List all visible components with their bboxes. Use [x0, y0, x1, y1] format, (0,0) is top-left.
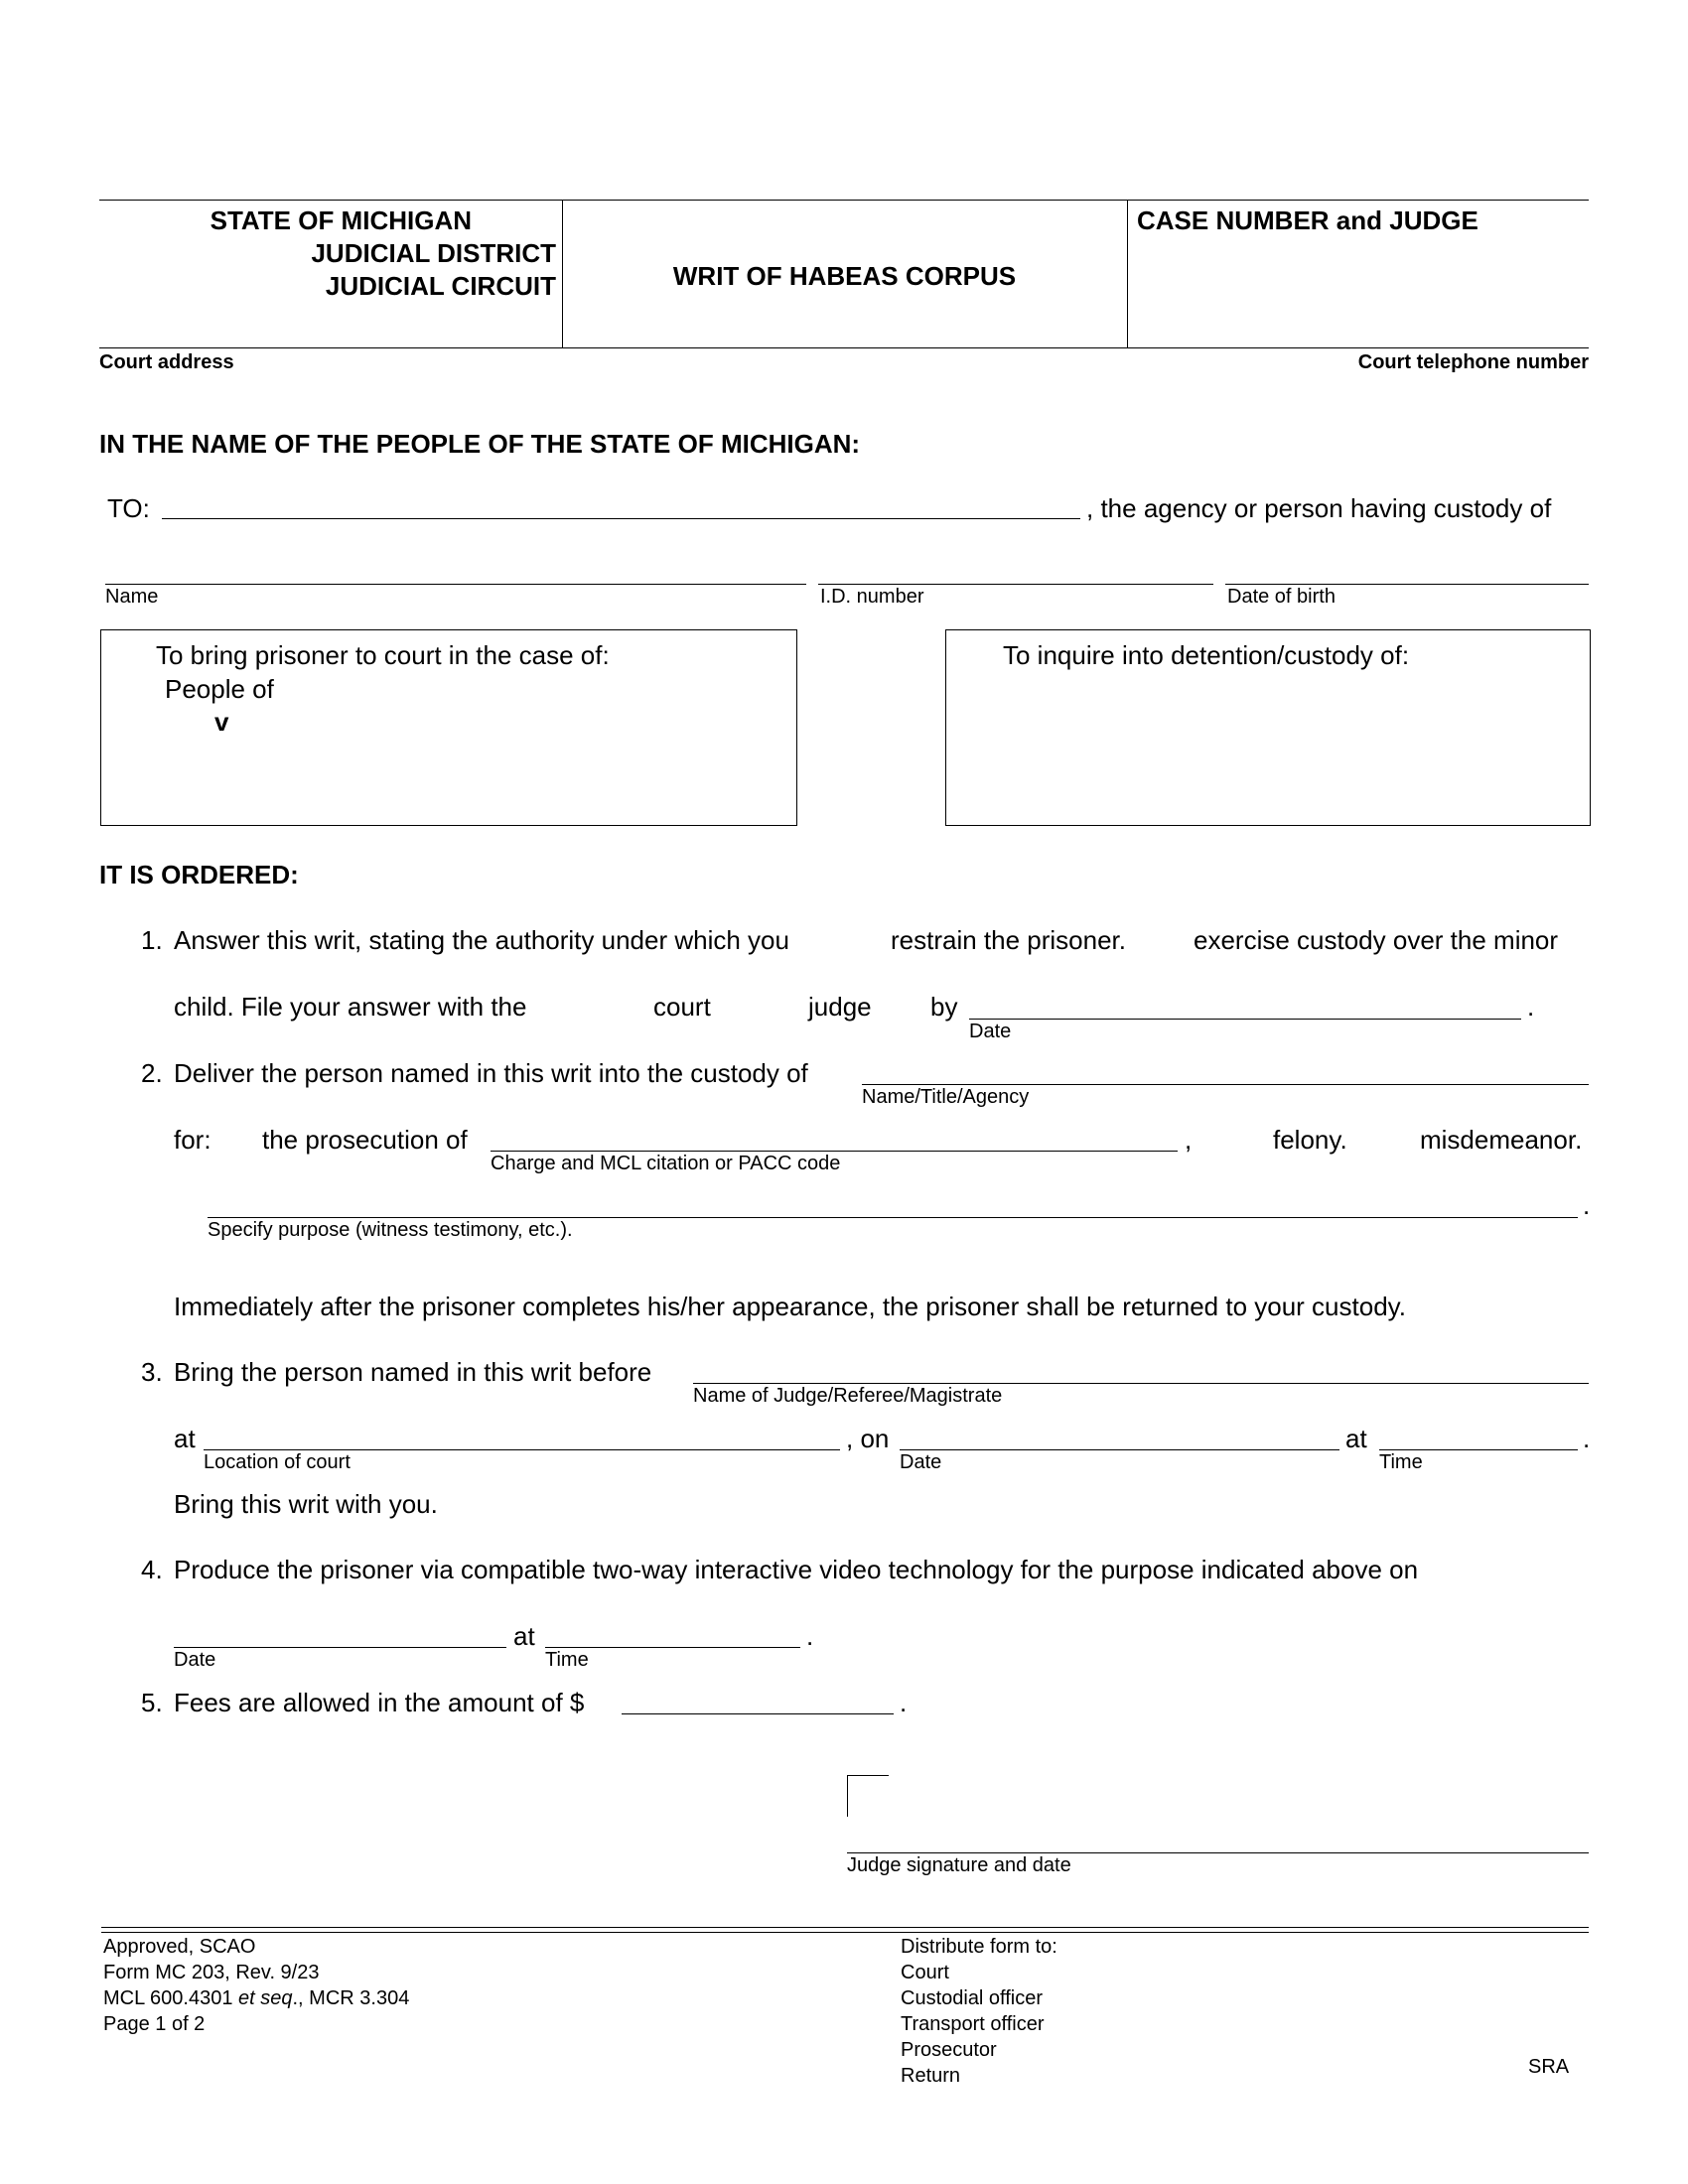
video-date-label: Date: [174, 1649, 216, 1671]
at-label-2: at: [1345, 1424, 1367, 1453]
ordered-heading: IT IS ORDERED:: [99, 860, 299, 889]
video-time-field[interactable]: [545, 1647, 800, 1648]
court-location-field[interactable]: [204, 1449, 840, 1450]
form-number-label: Form MC 203, Rev. 9/23: [103, 1962, 320, 1983]
item2-text: Deliver the person named in this writ into the custody of: [174, 1058, 808, 1088]
to-field[interactable]: [162, 518, 1080, 519]
date-of-birth-label: Date of birth: [1227, 586, 1336, 608]
people-heading: IN THE NAME OF THE PEOPLE OF THE STATE OF MICHIGAN:: [99, 429, 861, 459]
item4-period: .: [806, 1621, 814, 1651]
distribute-item: Prosecutor: [901, 2039, 997, 2061]
header-divider-right: [1127, 200, 1128, 348]
distribute-item: Custodial officer: [901, 1987, 1044, 2009]
custody-text: , the agency or person having custody of: [1086, 493, 1552, 523]
appearance-time-field[interactable]: [1379, 1449, 1578, 1450]
judge-option[interactable]: judge: [808, 992, 872, 1022]
judge-signature-label: Judge signature and date: [847, 1854, 1071, 1876]
court-phone-label: Court telephone number: [1357, 351, 1589, 373]
signature-corner-left: [847, 1775, 848, 1817]
judicial-circuit-label: JUDICIAL CIRCUIT: [325, 271, 556, 301]
answer-date-field[interactable]: [969, 1019, 1521, 1020]
mcl-citation-a: MCL 600.4301: [103, 1987, 239, 2009]
bring-prisoner-title: To bring prisoner to court in the case of:: [156, 640, 610, 670]
on-label: , on: [846, 1424, 890, 1453]
name-label: Name: [105, 586, 159, 608]
people-of-label: People of: [165, 674, 274, 704]
item1-number: 1.: [141, 925, 163, 955]
for-label: for:: [174, 1125, 211, 1155]
misdemeanor-option[interactable]: misdemeanor.: [1420, 1125, 1583, 1155]
court-location-label: Location of court: [204, 1451, 351, 1473]
court-address-label: Court address: [99, 351, 234, 373]
judge-name-label: Name of Judge/Referee/Magistrate: [693, 1385, 1003, 1407]
mcl-citation-b: ., MCR 3.304: [292, 1987, 410, 2009]
item4-number: 4.: [141, 1555, 163, 1584]
purpose-label[interactable]: Specify purpose (witness testimony, etc.).: [208, 1219, 573, 1241]
by-label: by: [930, 992, 958, 1022]
to-label: TO:: [107, 493, 150, 523]
appearance-date-label: Date: [900, 1451, 942, 1473]
mcl-citation: [103, 1987, 409, 2010]
video-at-label: at: [513, 1621, 535, 1651]
charge-label: Charge and MCL citation or PACC code: [491, 1153, 841, 1174]
item3-number: 3.: [141, 1357, 163, 1387]
item2-number: 2.: [141, 1058, 163, 1088]
item3-text: Bring the person named in this writ before: [174, 1357, 652, 1387]
custody-agency-label: Name/Title/Agency: [862, 1086, 1030, 1108]
header-top-rule: [99, 200, 1589, 201]
item3-period: .: [1583, 1424, 1591, 1453]
item5-period: .: [900, 1688, 908, 1717]
id-number-field[interactable]: [818, 584, 1213, 585]
form-code-label: SRA: [1528, 2056, 1570, 2078]
item1-period: .: [1527, 992, 1535, 1022]
custody-minor-option[interactable]: exercise custody over the minor: [1194, 925, 1559, 955]
item1-text: Answer this writ, stating the authority under which you: [174, 925, 789, 955]
at-label: at: [174, 1424, 196, 1453]
court-option[interactable]: court: [653, 992, 711, 1022]
charge-field[interactable]: [491, 1151, 1178, 1152]
item5-number: 5.: [141, 1688, 163, 1717]
signature-corner-top: [847, 1775, 889, 1776]
restrain-option[interactable]: restrain the prisoner.: [891, 925, 1127, 955]
mcl-citation-italic: et seq: [238, 1987, 293, 2009]
distribute-item: Transport officer: [901, 2013, 1045, 2035]
item4-text: Produce the prisoner via compatible two-way interactive video technology for the purpose indicated above on: [174, 1555, 1419, 1584]
prosecution-option[interactable]: the prosecution of: [262, 1125, 468, 1155]
return-custody-text: Immediately after the prisoner completes his/her appearance, the prisoner shall be returned to your custody.: [174, 1292, 1406, 1321]
felony-option[interactable]: felony.: [1273, 1125, 1347, 1155]
custody-agency-field[interactable]: [862, 1084, 1589, 1085]
appearance-date-field[interactable]: [900, 1449, 1339, 1450]
case-number-label: CASE NUMBER and JUDGE: [1137, 205, 1478, 235]
charge-comma: ,: [1185, 1125, 1193, 1155]
header-bottom-rule: [99, 347, 1589, 348]
distribute-item: Return: [901, 2065, 961, 2087]
video-time-label: Time: [545, 1649, 589, 1671]
purpose-field[interactable]: [208, 1217, 1578, 1218]
id-number-label: I.D. number: [820, 586, 924, 608]
footer-rule-bottom: [101, 1932, 1589, 1933]
fees-amount-field[interactable]: [622, 1713, 894, 1714]
video-date-field[interactable]: [174, 1647, 506, 1648]
form-title: WRIT OF HABEAS CORPUS: [672, 261, 1017, 291]
page-number-label: Page 1 of 2: [103, 2013, 206, 2035]
date-of-birth-field[interactable]: [1225, 584, 1589, 585]
judicial-district-label: JUDICIAL DISTRICT: [311, 238, 556, 268]
approved-label: Approved, SCAO: [103, 1936, 256, 1958]
appearance-time-label: Time: [1379, 1451, 1423, 1473]
judge-name-field[interactable]: [693, 1383, 1589, 1384]
state-label: STATE OF MICHIGAN: [210, 205, 472, 235]
judge-signature-field[interactable]: [847, 1852, 1589, 1853]
item5-text: Fees are allowed in the amount of $: [174, 1688, 585, 1717]
item1-text-b: child. File your answer with the: [174, 992, 527, 1022]
purpose-period: .: [1583, 1190, 1591, 1220]
name-field[interactable]: [105, 584, 806, 585]
inquire-custody-title: To inquire into detention/custody of:: [1003, 640, 1410, 670]
footer-rule-top: [101, 1927, 1589, 1928]
versus-label: v: [214, 707, 229, 737]
bring-writ-text: Bring this writ with you.: [174, 1489, 438, 1519]
distribute-label: Distribute form to:: [901, 1936, 1057, 1958]
distribute-item: Court: [901, 1962, 949, 1983]
answer-date-label: Date: [969, 1021, 1012, 1042]
